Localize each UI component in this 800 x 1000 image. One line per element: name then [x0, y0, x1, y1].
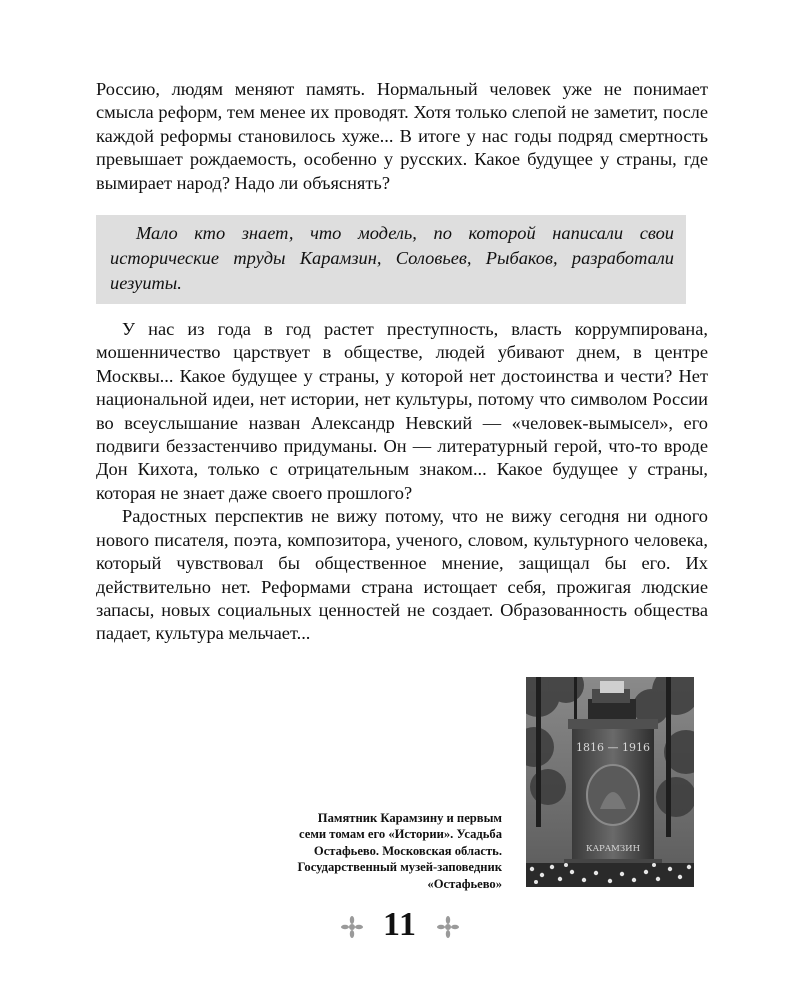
caption-line: «Остафьево» [427, 876, 502, 891]
caption-line: Остафьево. Московская область. [313, 843, 502, 858]
quote-text: Мало кто знает, что модель, по которой написали свои исторические труды Карамзин, Соловьев, Рыбаков, разработали иезуиты. [110, 223, 674, 294]
flower-bed [526, 863, 694, 887]
caption-line: Памятник Карамзину и первым [317, 811, 502, 825]
paragraph-1: Россию, людям меняют память. Нормальный человек уже не понимает смысла реформ, тем менее их проводят. Хотя только слепой не заметит, после каждой реформы становилось хуже... В итоге у нас годы подряд смертность превышает рождаемость, особенно у русских. Какое будущее у страны, где вымирает народ? Надо ли объяснять? [96, 79, 708, 193]
photo-caption [232, 810, 502, 892]
monument-name: КАРАМЗИН [586, 844, 640, 854]
caption-line: семи томам его «Истории». Усадьба [298, 827, 502, 842]
ornament-right-icon [437, 916, 459, 938]
caption-line: Государственный музей-заповедник [297, 860, 502, 875]
page-body [96, 78, 708, 646]
quote-block [96, 215, 686, 304]
paragraph-3: Радостных перспектив не вижу потому, что не вижу сегодня ни одного нового писателя, поэта, композитора, ученого, словом, культурного человека, который чувствовал бы общественное мнение, защищал бы его. Их действительно нет. Реформами страна истощает себя, прожигая людские запасы, новых социальных ценностей не создает. Образованность общества падает, культура мельчает... [96, 506, 708, 644]
ornament-left-icon [341, 916, 363, 938]
paragraph-2: У нас из года в год растет преступность, власть коррумпирована, мошенничество царствует в обществе, людей убивают днем, в центре Москвы... Какое будущее у страны, у которой нет достоинства и чести? Нет национальной идеи, нет истории, нет культуры, потому что символом России во всеуслышание назван Александр Невский — «человек-вымысел», его подвиги беззастенчиво придуманы. Он — литературный герой, что-то вроде Дон Кихота, только с отрицательным знаком... Какое будущее у страны, которая не знает даже своего прошлого? [96, 319, 708, 503]
monument-years: 1816 — 1916 [576, 741, 650, 754]
monument-photo [526, 677, 694, 887]
page-number-footer [0, 906, 800, 944]
page-number: 11 [382, 906, 418, 943]
